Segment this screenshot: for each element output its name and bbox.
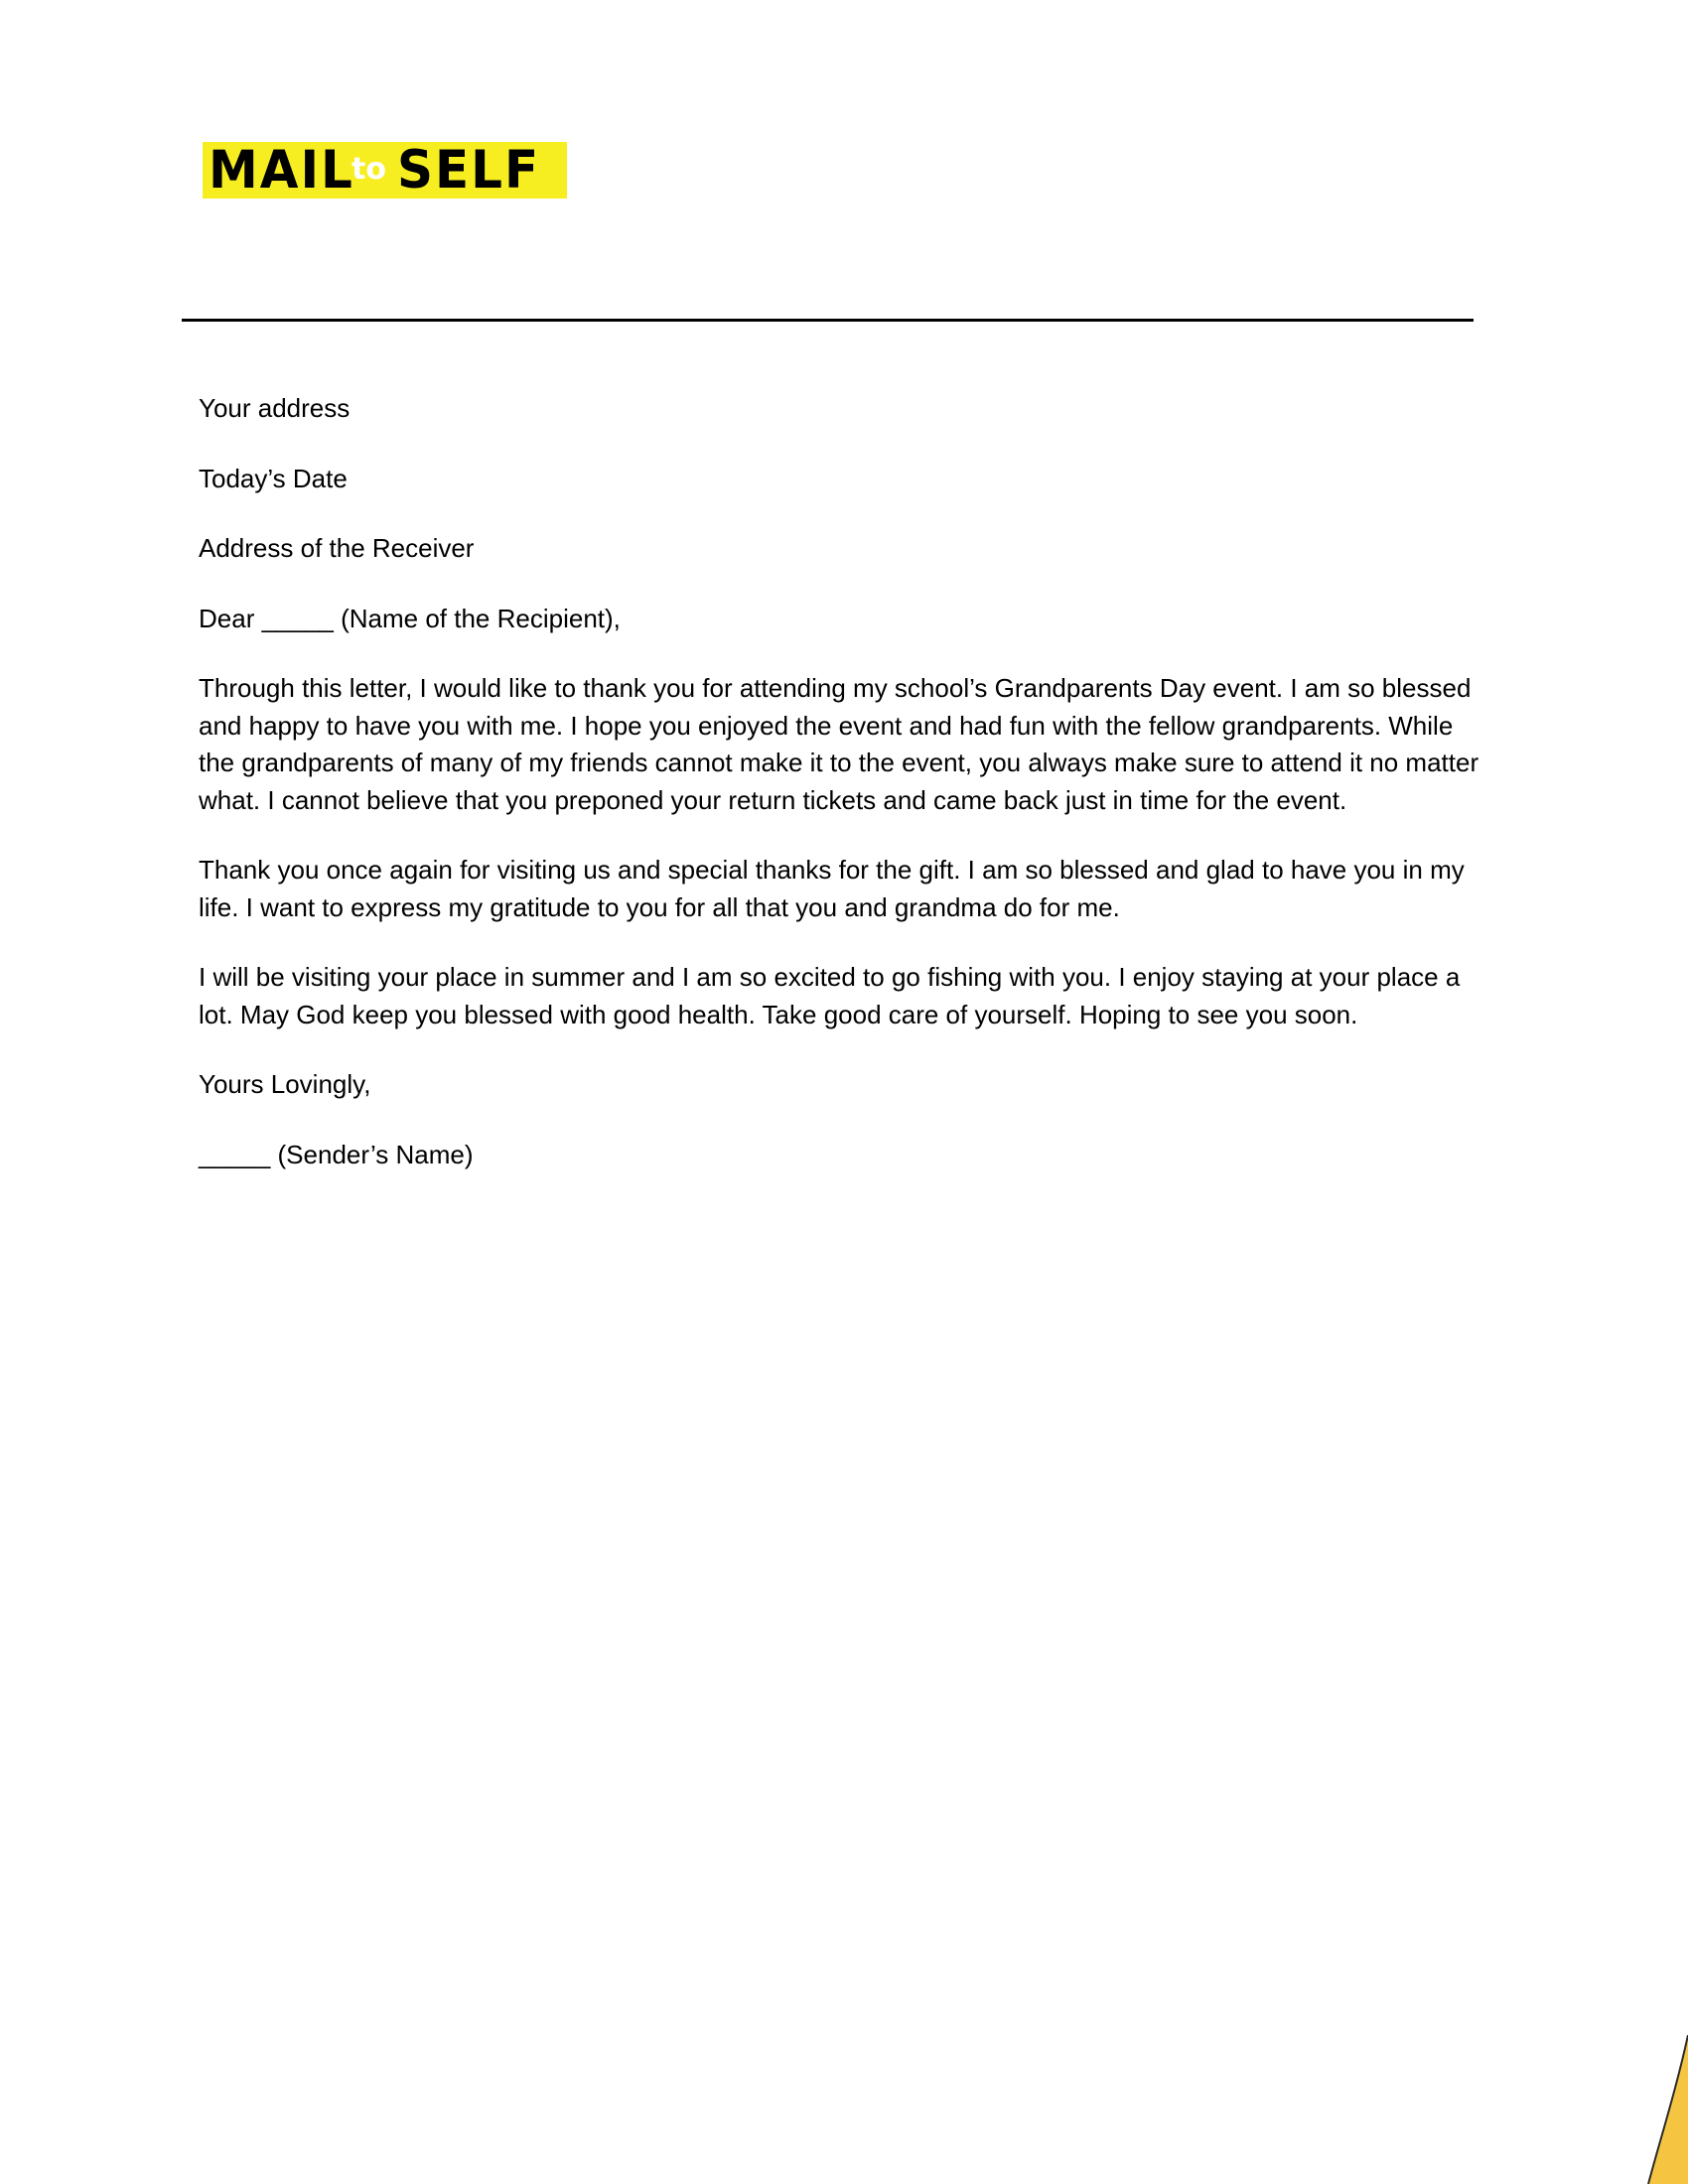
logo-to-text: to <box>352 152 386 187</box>
logo-mail-text: MAIL <box>209 142 354 199</box>
salutation: Dear _____ (Name of the Recipient), <box>199 603 621 633</box>
letter-date: Today’s Date <box>199 463 348 493</box>
corner-accent <box>1638 2035 1688 2184</box>
mailtoself-logo <box>203 142 567 199</box>
paragraph-thanks: Through this letter, I would like to thank you for attending my school’s Grandparents Day event. I am so blessed and happy to have you with me. I hope you enjoyed the event and had fun with the fellow grandparents. While the grandparents of many of my friends cannot make it to the event, you always make sure to attend it no matter what. I cannot believe that you preponed your return tickets and came back just in time for the event. <box>199 673 1479 815</box>
signature: _____ (Sender’s Name) <box>199 1139 474 1169</box>
paragraph-summer-visit: I will be visiting your place in summer and I am so excited to go fishing with you. I enjoy staying at your place a lot. May God keep you blessed with good health. Take good care of yourself. Hoping to see you soon. <box>199 962 1461 1029</box>
logo-self-text: SELF <box>397 142 541 199</box>
closing: Yours Lovingly, <box>199 1069 371 1099</box>
paragraph-gratitude: Thank you once again for visiting us and special thanks for the gift. I am so blessed and glad to have you in my life. I want to express my gratitude to you for all that you and grandma do for me. <box>199 855 1465 922</box>
receiver-address: Address of the Receiver <box>199 533 475 563</box>
letter-body <box>199 390 1489 1206</box>
sender-address: Your address <box>199 393 351 423</box>
header-divider <box>182 319 1474 322</box>
